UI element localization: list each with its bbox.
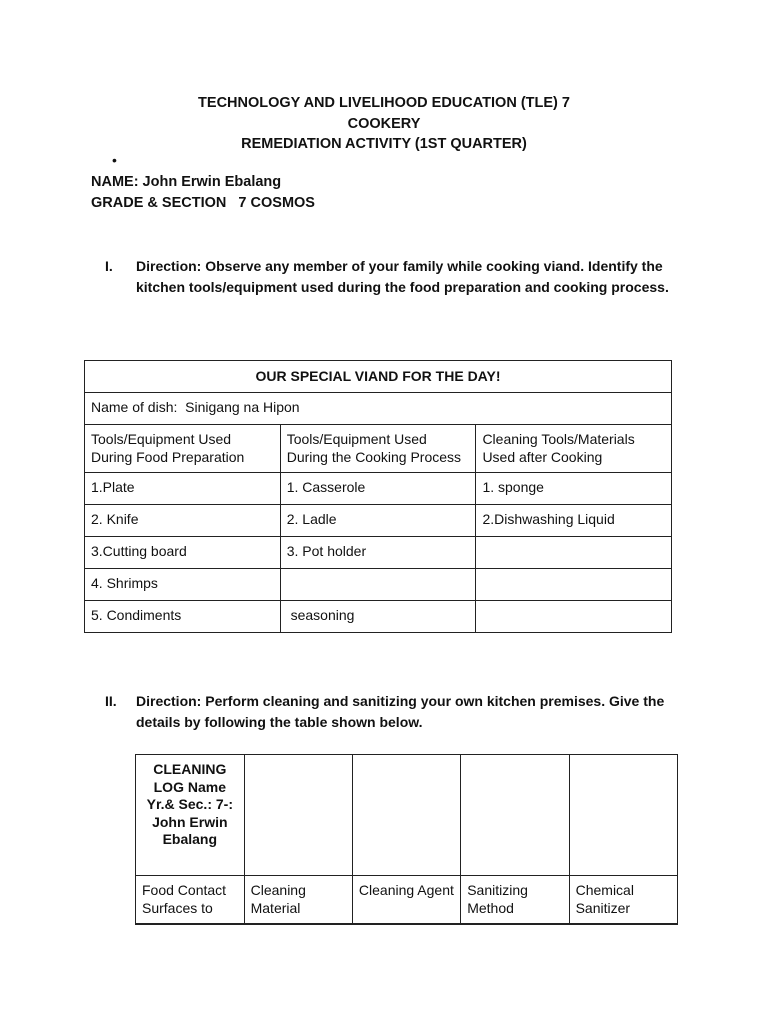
viand-table (84, 360, 672, 633)
table-cell (476, 601, 672, 633)
table-cell (569, 755, 677, 876)
header-cleaning-material: Cleaning Material (244, 876, 352, 925)
table-row (85, 601, 672, 633)
bullet-point: • (112, 152, 117, 168)
header-subject: TECHNOLOGY AND LIVELIHOOD EDUCATION (TLE) 7 (198, 95, 570, 111)
table-cell (461, 755, 569, 876)
table-cell: 1. Casserole (280, 473, 476, 505)
table-cell: 2. Knife (85, 505, 281, 537)
header-chemical-sanitizer: Chemical Sanitizer (569, 876, 677, 925)
table-cell (352, 755, 460, 876)
direction-two-text: Direction: Perform cleaning and sanitizing your own kitchen premises. Give the details by following the table shown below. (136, 693, 665, 730)
header-course: COOKERY (347, 115, 421, 132)
viand-table-title: OUR SPECIAL VIAND FOR THE DAY! (85, 361, 672, 393)
header-cleaning-agent: Cleaning Agent (352, 876, 460, 925)
grade-section: GRADE & SECTION 7 COSMOS (91, 195, 315, 211)
header-activity: REMEDIATION ACTIVITY (1ST QUARTER) (241, 136, 527, 152)
direction-one-text: Direction: Observe any member of your family while cooking viand. Identify the kitchen tools/equipment used during the food preparation and cooking process. (136, 258, 669, 295)
table-cell: 1.Plate (85, 473, 281, 505)
table-row (85, 569, 672, 601)
table-row (85, 537, 672, 569)
direction-two (105, 691, 705, 732)
student-name: NAME: John Erwin Ebalang (91, 174, 282, 190)
table-cell: 3.Cutting board (85, 537, 281, 569)
document-header (0, 93, 768, 155)
header-cleaning-tools: Cleaning Tools/Materials Used after Cooking (476, 425, 672, 473)
table-cell: seasoning (280, 601, 476, 633)
table-cell (476, 537, 672, 569)
direction-two-number: II. (105, 693, 117, 709)
dish-name: Name of dish: Sinigang na Hipon (85, 393, 672, 425)
header-sanitizing-method: Sanitizing Method (461, 876, 569, 925)
cleaning-log-label: CLEANING LOG Name Yr.& Sec.: 7-: John Erwin Ebalang (136, 755, 245, 876)
table-row (85, 505, 672, 537)
direction-one (105, 256, 705, 297)
table-cell (244, 755, 352, 876)
header-prep-tools: Tools/Equipment Used During Food Preparation (85, 425, 281, 473)
table-cell: 3. Pot holder (280, 537, 476, 569)
table-row (85, 473, 672, 505)
table-cell: 1. sponge (476, 473, 672, 505)
table-cell (280, 569, 476, 601)
table-cell (476, 569, 672, 601)
table-cell: 4. Shrimps (85, 569, 281, 601)
header-cooking-tools: Tools/Equipment Used During the Cooking Process (280, 425, 476, 473)
table-cell: 5. Condiments (85, 601, 281, 633)
cleaning-log-table (135, 754, 678, 925)
header-food-contact: Food Contact Surfaces to (136, 876, 245, 925)
table-cell: 2.Dishwashing Liquid (476, 505, 672, 537)
table-cell: 2. Ladle (280, 505, 476, 537)
direction-one-number: I. (105, 258, 113, 274)
